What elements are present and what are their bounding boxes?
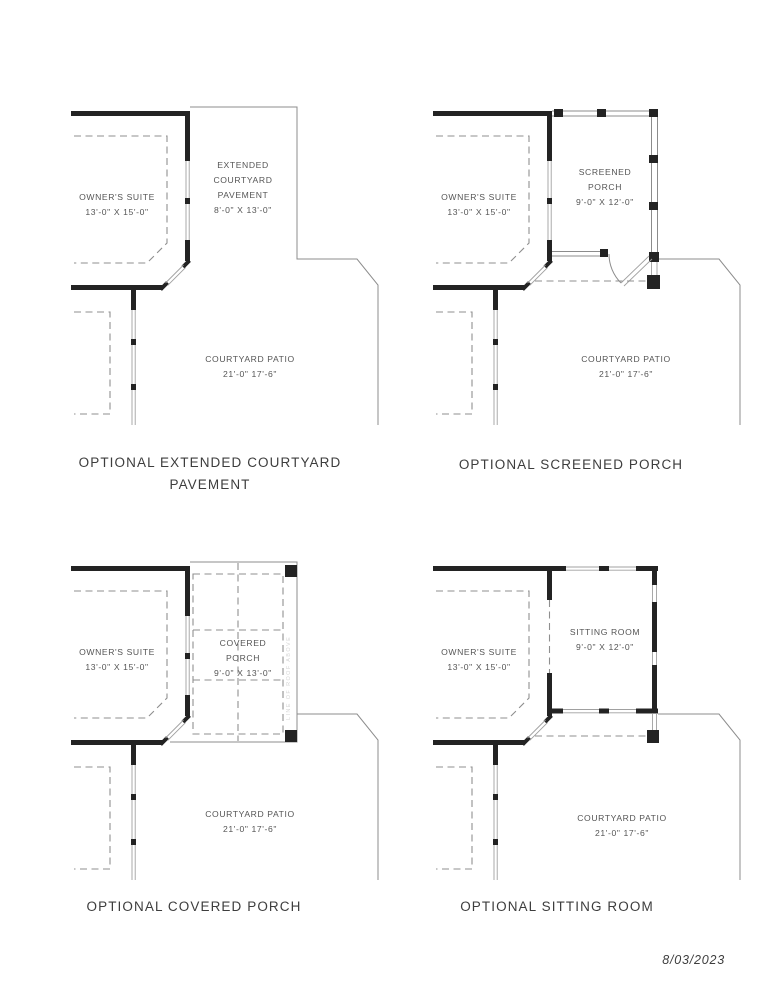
owners-suite-walls [433, 566, 552, 845]
patio-outline [297, 714, 378, 880]
plan-title-screened-porch [416, 454, 726, 476]
revision-date: 8/03/2023 [662, 953, 725, 967]
roof-dashed-lines [193, 563, 283, 741]
patio-dims: 21'-0" 17'-6" [595, 828, 649, 838]
patio-outline [658, 259, 740, 425]
ceiling-dashed-lines [74, 136, 167, 414]
feature-label-line2: PORCH [225, 653, 261, 663]
owners-suite-label: OWNER'S SUITE [441, 192, 517, 202]
owners-suite-label: OWNER'S SUITE [441, 647, 517, 657]
patio-label: COURTYARD PATIO [581, 354, 671, 364]
patio-dims: 21'-0" 17'-6" [599, 369, 653, 379]
plan-title-line1: OPTIONAL COVERED PORCH [86, 899, 302, 914]
patio-outline [658, 714, 740, 880]
feature-label-line1: EXTENDED [217, 160, 269, 170]
feature-dims: 9'-0" X 12'-0" [576, 197, 634, 207]
plan-title-line1: OPTIONAL EXTENDED COURTYARD [78, 455, 342, 470]
room-labels [441, 167, 671, 379]
feature-dims: 8'-0" X 13'-0" [214, 205, 272, 215]
floorplan-covered-porch [66, 558, 381, 883]
feature-label-line1: COVERED [219, 638, 267, 648]
floorplan-extended-courtyard-pavement [66, 103, 381, 428]
plan-title-sitting-room [402, 896, 712, 918]
patio-label: COURTYARD PATIO [577, 813, 667, 823]
plan-title-extended-courtyard-pavement [55, 452, 365, 496]
plan-title-line1: OPTIONAL SITTING ROOM [460, 899, 654, 914]
owners-suite-walls [433, 111, 552, 390]
floorplan-drawing-screened-porch [428, 103, 743, 428]
owners-suite-walls [71, 111, 190, 390]
floorplan-drawing-pavement [66, 103, 381, 428]
faint-roof-note: LINE OF ROOF ABOVE [286, 635, 292, 720]
feature-dims: 9'-0" X 13'-0" [214, 668, 272, 678]
owners-suite-label: OWNER'S SUITE [79, 192, 155, 202]
floorplan-screened-porch [428, 103, 743, 428]
owners-suite-dims: 13'-0" X 15'-0" [85, 662, 149, 672]
patio-label: COURTYARD PATIO [205, 809, 295, 819]
plan-title-line1: OPTIONAL SCREENED PORCH [458, 457, 684, 472]
room-labels [441, 627, 667, 838]
owners-suite-dims: 13'-0" X 15'-0" [447, 662, 511, 672]
pavement-patio-outline [190, 107, 378, 425]
plan-title-line2: PAVEMENT [169, 477, 251, 492]
feature-label-line1: SCREENED [578, 167, 632, 177]
floorplan-sitting-room [428, 558, 743, 883]
feature-label-line3: PAVEMENT [217, 190, 269, 200]
patio-label: COURTYARD PATIO [205, 354, 295, 364]
floorplan-drawing-sitting-room [428, 558, 743, 883]
feature-label-line1: SITTING ROOM [569, 627, 641, 637]
ceiling-dashed-lines [74, 591, 167, 869]
room-labels [79, 160, 295, 379]
patio-dims: 21'-0" 17'-6" [223, 369, 277, 379]
plan-title-covered-porch [39, 896, 349, 918]
owners-suite-walls [71, 566, 190, 845]
feature-label-line2: PORCH [587, 182, 623, 192]
owners-suite-label: OWNER'S SUITE [79, 647, 155, 657]
room-labels [79, 635, 295, 834]
feature-label-line2: COURTYARD [213, 175, 273, 185]
owners-suite-dims: 13'-0" X 15'-0" [447, 207, 511, 217]
feature-dims: 9'-0" X 12'-0" [576, 642, 634, 652]
patio-dims: 21'-0" 17'-6" [223, 824, 277, 834]
floorplan-drawing-covered-porch [66, 558, 381, 883]
sitting-room-walls [552, 566, 659, 743]
owners-suite-dims: 13'-0" X 15'-0" [85, 207, 149, 217]
